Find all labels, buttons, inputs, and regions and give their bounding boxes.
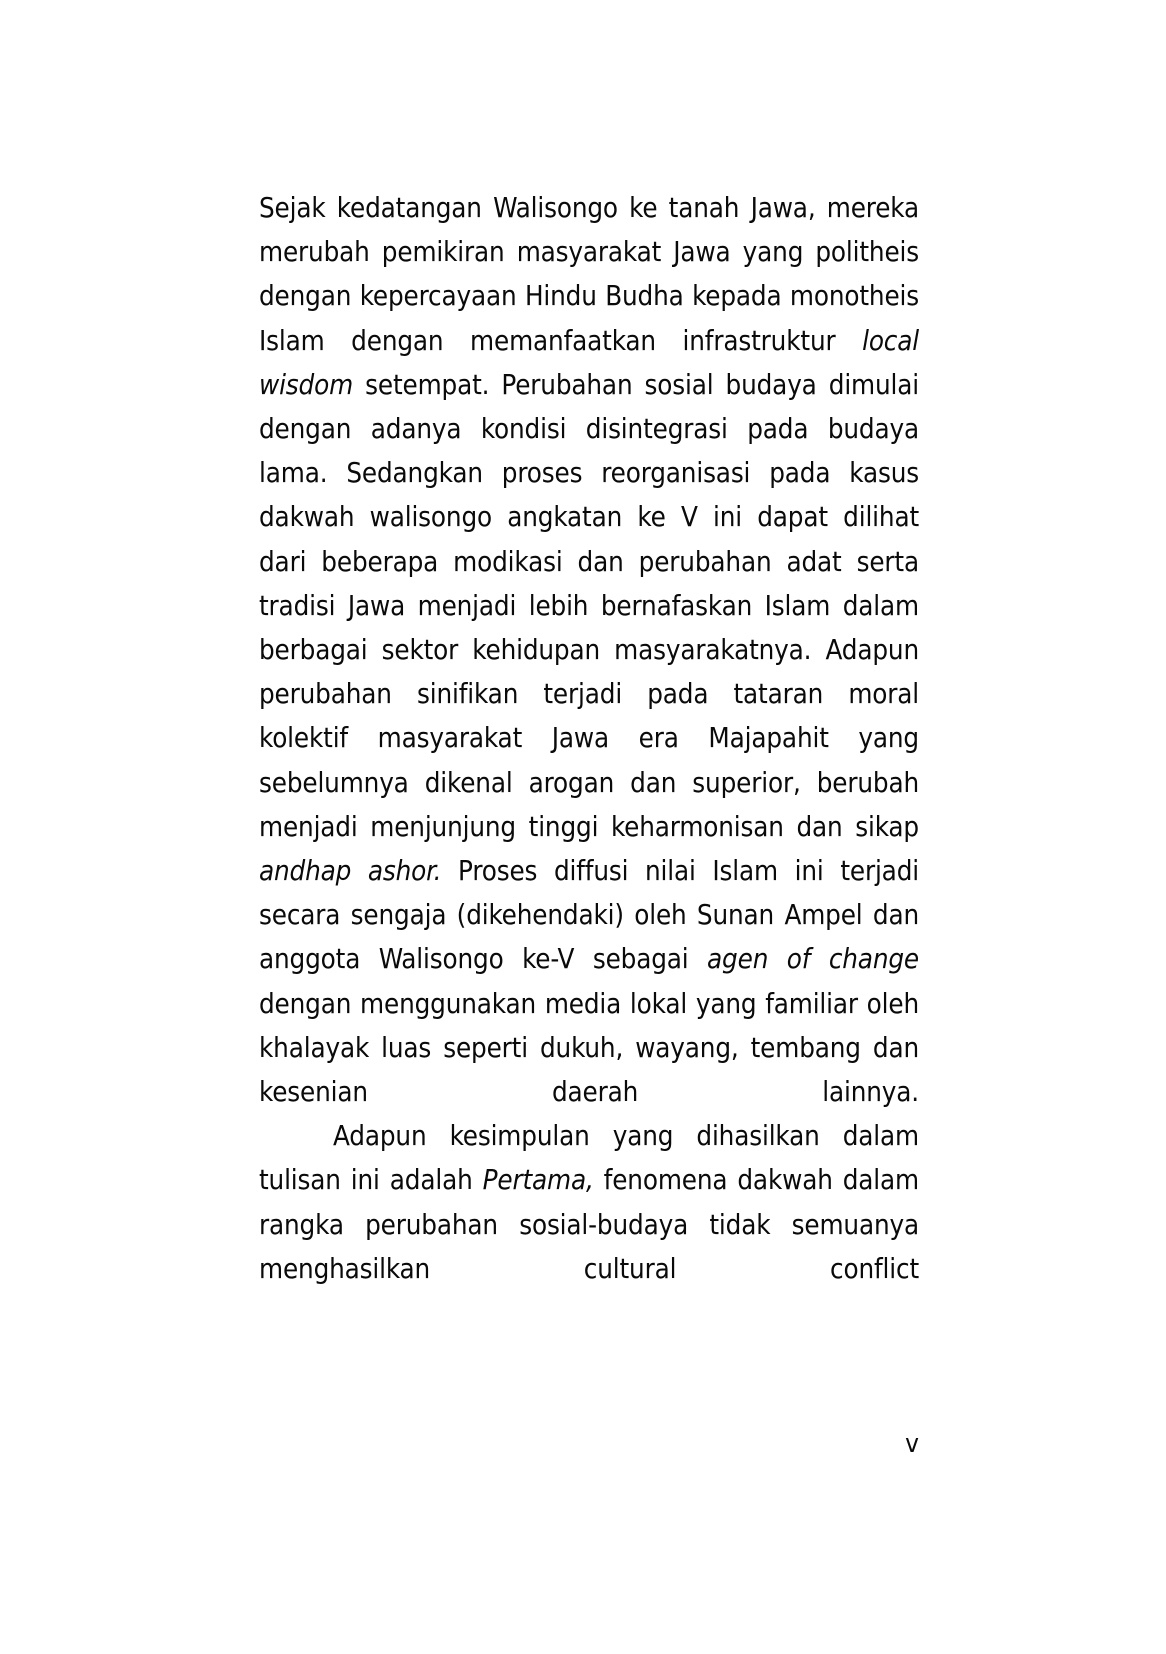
p2-run-italic-pertama: Pertama, — [482, 1164, 594, 1197]
p1-run-italic-andhap-ashor: andhap ashor. — [259, 855, 442, 888]
paragraph-1 — [259, 186, 919, 1114]
p1-run-normal-a: Sejak kedatangan Walisongo ke tanah Jawa, mereka merubah pemikiran masyarakat Jawa yang politheis dengan kepercayaan Hindu Budha kepada monotheis Islam dengan memanfaatkan infrastruktur — [259, 192, 919, 357]
p1-run-normal-d: dengan menggunakan media lokal yang familiar oleh khalayak luas seperti dukuh, wayang, tembang dan kesenian daerah lainnya. — [259, 987, 919, 1109]
page-text-block — [259, 186, 919, 1291]
p2-run-normal-b: fenomena dakwah dalam rangka perubahan sosial-budaya tidak semuanya menghasilkan cultural conflict — [259, 1164, 919, 1285]
p2-run-normal-a: Adapun kesimpulan yang dihasilkan dalam tulisan ini adalah — [259, 1120, 919, 1197]
p1-run-normal-c: Proses diffusi nilai Islam ini terjadi secara sengaja (dikehendaki) oleh Sunan Ampel dan anggota Walisongo ke-V sebagai — [259, 855, 919, 976]
paragraph-2 — [259, 1114, 919, 1291]
p1-run-normal-b: setempat. Perubahan sosial budaya dimulai dengan adanya kondisi disintegrasi pada budaya lama. Sedangkan proses reorganisasi pada kasus dakwah walisongo angkatan ke V ini dapat dilihat dari beberapa modikasi dan perubahan adat serta tradisi Jawa menjadi lebih bernafaskan Islam dalam berbagai sektor kehidupan masyarakatnya. Adapun perubahan sinifikan terjadi pada tataran moral kolektif masyarakat Jawa era Majapahit yang sebelumnya dikenal arogan dan superior, berubah menjadi menjunjung tinggi keharmonisan dan sikap — [259, 368, 919, 843]
p1-run-italic-local-wisdom: local wisdom — [259, 324, 919, 401]
page-number: v — [905, 1429, 919, 1459]
p1-run-italic-agen-of-change: agen of change — [707, 943, 919, 976]
